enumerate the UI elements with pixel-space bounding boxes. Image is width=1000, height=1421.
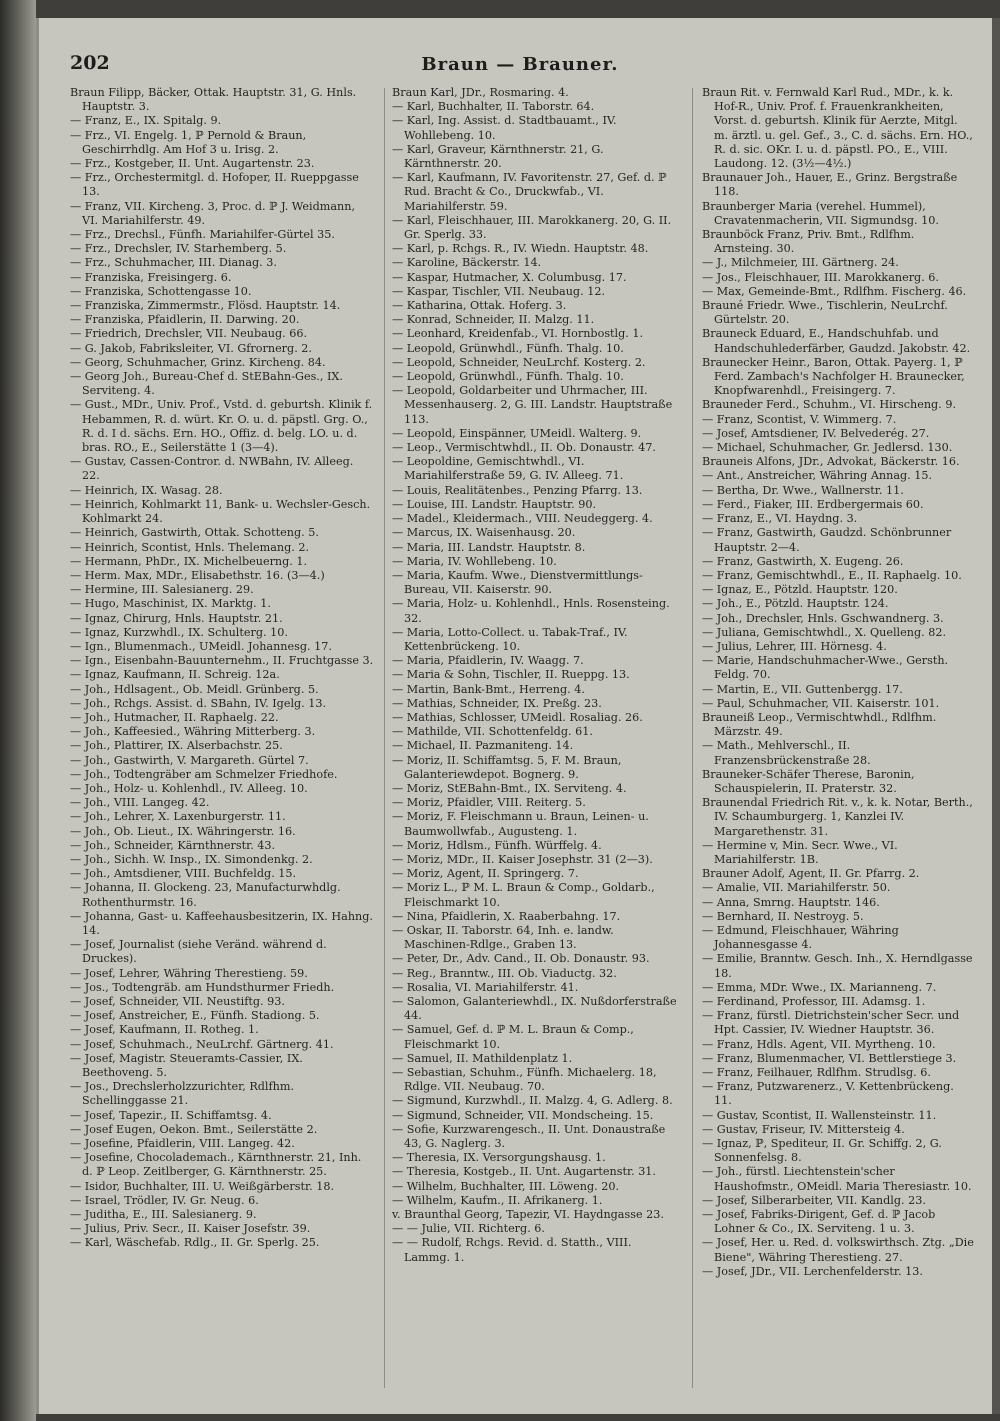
directory-entry: — Joh., Lehrer, X. Laxenburgerstr. 11.	[70, 810, 286, 824]
directory-entry: — Karl, Fleischhauer, III. Marokkanerg. 20, G. II. Gr. Sperlg. 33.	[392, 213, 672, 242]
directory-entry: — Moriz, StEBahn-Bmt., IX. Serviteng. 4.	[392, 781, 627, 795]
directory-entry: — Maria, Kaufm. Wwe., Dienstvermittlungs-Bureau, VII. Kaiserstr. 90.	[392, 568, 643, 597]
directory-entry: — Karl, Kaufmann, IV. Favoritenstr. 27, Gef. d. ℙ Rud. Bracht & Co., Druckwfab., VI. Mariahilferstr. 59.	[392, 171, 667, 213]
directory-entry: — Moriz, II. Schiffamtsg. 5, F. M. Braun, Galanteriewdepot. Bognerg. 9.	[392, 753, 622, 781]
directory-entry: — Josef, Silberarbeiter, VII. Kandlg. 23.	[702, 1193, 926, 1207]
directory-entry: — Reg., Branntw., III. Ob. Viaductg. 32.	[392, 966, 617, 980]
directory-entry: — Kaspar, Hutmacher, X. Columbusg. 17.	[392, 270, 627, 284]
directory-entry: — Jos., Fleischhauer, III. Marokkanerg. 6.	[702, 270, 939, 284]
running-header: Braun — Brauner.	[421, 54, 619, 75]
directory-entry: — Salomon, Galanteriewhdl., IX. Nußdorferstraße 44.	[392, 995, 677, 1023]
directory-entry: — Heinrich, Kohlmarkt 11, Bank- u. Wechsler-Gesch. Kohlmarkt 24.	[70, 497, 371, 526]
directory-entry: — Franz, Hdls. Agent, VII. Myrtheng. 10.	[702, 1037, 936, 1051]
directory-entry: Brauneder Ferd., Schuhm., VI. Hirscheng. 9.	[702, 398, 957, 412]
directory-entry: — Wilhelm, Buchhalter, III. Löweng. 20.	[392, 1179, 620, 1193]
directory-entry: — Joh., Gastwirth, V. Margareth. Gürtel 7.	[70, 753, 309, 767]
directory-entry: — Frz., Schuhmacher, III. Dianag. 3.	[70, 256, 277, 270]
directory-entry: — Math., Mehlverschl., II. Franzensbrückenstraße 28.	[702, 739, 871, 767]
directory-entry: — Israel, Trödler, IV. Gr. Neug. 6.	[70, 1193, 259, 1207]
directory-entry: — Moriz, Pfaidler, VIII. Reiterg. 5.	[392, 796, 586, 810]
directory-entry: — Franziska, Zimmermstr., Flösd. Hauptstr. 14.	[70, 299, 341, 313]
directory-entry: — Moriz, Agent, II. Springerg. 7.	[392, 867, 579, 881]
directory-entry: — Josefine, Pfaidlerin, VIII. Langeg. 42.	[70, 1137, 295, 1151]
directory-entry: — Josef, Lehrer, Währing Therestieng. 59.	[70, 966, 308, 980]
directory-entry: — Josef, Schneider, VII. Neustiftg. 93.	[70, 995, 285, 1008]
directory-entry: — Theresia, IX. Versorgungshausg. 1.	[392, 1151, 606, 1165]
directory-entry: — Hermine v, Min. Secr. Wwe., VI. Mariahilferstr. 1B.	[702, 838, 898, 866]
directory-entry: — Georg Joh., Bureau-Chef d. StEBahn-Ges., IX. Serviteng. 4.	[70, 370, 343, 398]
directory-entry: — Joh., VIII. Langeg. 42.	[70, 796, 210, 810]
directory-entry: — Hermine, III. Salesianerg. 29.	[70, 583, 254, 597]
directory-entry: — Max, Gemeinde-Bmt., Rdlfhm. Fischerg. 46.	[702, 284, 967, 298]
directory-entry: — Ignaz, E., Pötzld. Hauptstr. 120.	[702, 583, 898, 597]
directory-entry: Braun Rit. v. Fernwald Karl Rud., MDr., k. k. Hof-R., Univ. Prof. f. Frauenkrankheiten, Vorst. d. geburtsh. Klinik für Aerzte, Mitgl. m. ärztl. u. gel. Gef., 3., C. d. sächs. Ern. HO., R. d. sic. OKr. I. u. d. päpstl. PO., E., VIII. Laudong. 12. (3½—4½.)	[702, 86, 973, 171]
directory-entry: — Franz, Feilhauer, Rdlfhm. Strudlsg. 6.	[702, 1066, 931, 1080]
directory-entry: — Josef, Magistr. Steueramts-Cassier, IX. Beethoveng. 5.	[70, 1051, 303, 1080]
directory-entry: — Juliana, Gemischtwhdl., X. Quelleng. 82.	[702, 625, 947, 639]
directory-entry: Braun Filipp, Bäcker, Ottak. Hauptstr. 31, G. Hnls. Hauptstr. 3.	[70, 86, 357, 114]
directory-entry: — Ignaz, Kaufmann, II. Schreig. 12a.	[70, 668, 280, 682]
directory-entry: — Hugo, Maschinist, IX. Marktg. 1.	[70, 597, 271, 611]
directory-entry: — Heinrich, Gastwirth, Ottak. Schotteng. 5.	[70, 526, 319, 540]
directory-entry: — Ferd., Fiaker, III. Erdbergermais 60.	[702, 497, 924, 511]
directory-entry: — Josef, Schuhmach., NeuLrchf. Gärtnerg. 41.	[70, 1037, 334, 1051]
directory-entry: Braunberger Maria (verehel. Hummel), Cravatenmacherin, VII. Sigmundsg. 10.	[702, 199, 939, 227]
directory-entry: — Johanna, II. Glockeng. 23, Manufacturwhdlg. Rothenthurmstr. 16.	[70, 881, 341, 909]
directory-entry: — Sebastian, Schuhm., Fünfh. Michaelerg. 18, Rdlge. VII. Neubaug. 70.	[392, 1066, 657, 1094]
directory-entry: — Julius, Lehrer, III. Hörnesg. 4.	[702, 639, 887, 653]
directory-entry: — Anna, Smrng. Hauptstr. 146.	[702, 895, 880, 909]
directory-entry: — Madel., Kleidermach., VIII. Neudeggerg. 4.	[392, 512, 653, 526]
directory-entry: — Herm. Max, MDr., Elisabethstr. 16. (3—4.)	[70, 568, 325, 582]
directory-entry: — Nina, Pfaidlerin, X. Raaberbahng. 17.	[392, 909, 621, 923]
directory-entry: — Karl, p. Rchgs. R., IV. Wiedn. Hauptstr. 48.	[392, 242, 649, 256]
directory-entry: — Moriz, F. Fleischmann u. Braun, Leinen- u. Baumwollwfab., Augusteng. 1.	[392, 810, 649, 838]
directory-entry: — Josef, Kaufmann, II. Rotheg. 1.	[70, 1023, 259, 1037]
directory-entry: — Emilie, Branntw. Gesch. Inh., X. Herndlgasse 18.	[702, 952, 973, 980]
directory-entry: — Karl, Wäschefab. Rdlg., II. Gr. Sperlg. 25.	[70, 1236, 320, 1250]
directory-entry: — Sigmund, Kurzwhdl., II. Malzg. 4, G. Adlerg. 8.	[392, 1094, 673, 1108]
directory-entry: — Leopold, Schneider, NeuLrchf. Kosterg. 2.	[392, 355, 646, 369]
directory-entry: — Karoline, Bäckerstr. 14.	[392, 256, 542, 270]
directory-entry: — Franziska, Freisingerg. 6.	[70, 270, 232, 284]
directory-entry: — Ant., Anstreicher, Währing Annag. 15.	[702, 469, 933, 483]
directory-entry: — Wilhelm, Kaufm., II. Afrikanerg. 1.	[392, 1193, 603, 1207]
directory-entry: — Julius, Priv. Secr., II. Kaiser Josefstr. 39.	[70, 1222, 311, 1236]
directory-entry: — Oskar, II. Taborstr. 64, Inh. e. landw. Maschinen-Rdlge., Graben 13.	[392, 923, 614, 952]
directory-entry: — Joh., Drechsler, Hnls. Gschwandnerg. 3.	[702, 611, 944, 625]
directory-entry: — Leop., Vermischtwhdl., II. Ob. Donaustr. 47.	[392, 441, 656, 455]
directory-entry: — Mathilde, VII. Schottenfeldg. 61.	[392, 725, 593, 739]
directory-entry: — Samuel, II. Mathildenplatz 1.	[392, 1051, 573, 1065]
directory-entry: — Josef Eugen, Oekon. Bmt., Seilerstätte 2.	[70, 1122, 318, 1136]
directory-entry: — Sigmund, Schneider, VII. Mondscheing. 15.	[392, 1108, 654, 1122]
directory-entry: — Hermann, PhDr., IX. Michelbeuerng. 1.	[70, 554, 308, 568]
directory-entry: — Ignaz, ℙ, Spediteur, II. Gr. Schiffg. 2, G. Sonnenfelsg. 8.	[702, 1137, 942, 1165]
directory-entry: — Franz, Blumenmacher, VI. Bettlerstiege 3.	[702, 1051, 957, 1065]
column-rule	[384, 88, 385, 1388]
directory-entry: — Georg, Schuhmacher, Grinz. Kircheng. 84.	[70, 355, 326, 369]
column-rule	[692, 88, 693, 1388]
directory-entry: — Ign., Eisenbahn-Bauunternehm., II. Fruchtgasse 3.	[70, 654, 374, 668]
directory-entry: — Franz, fürstl. Dietrichstein'scher Secr. und Hpt. Cassier, IV. Wiedner Hauptstr. 36.	[702, 1009, 960, 1037]
directory-entry: — Franz, Scontist, V. Wimmerg. 7.	[702, 412, 897, 426]
directory-entry: — Moriz L., ℙ M. L. Braun & Comp., Goldarb., Fleischmarkt 10.	[392, 881, 655, 909]
directory-entry: — Marie, Handschuhmacher-Wwe., Gersth. Feldg. 70.	[702, 654, 949, 682]
directory-entry: — Josef, Fabriks-Dirigent, Gef. d. ℙ Jacob Lohner & Co., IX. Serviteng. 1 u. 3.	[702, 1208, 936, 1236]
directory-entry: — — Julie, VII. Richterg. 6.	[392, 1222, 545, 1236]
directory-entry: Brauneis Alfons, JDr., Advokat, Bäckerstr. 16.	[702, 455, 960, 469]
directory-entry: — Karl, Buchhalter, II. Taborstr. 64.	[392, 100, 595, 114]
directory-entry: — Franziska, Schottengasse 10.	[70, 284, 252, 298]
directory-entry: — Amalie, VII. Mariahilferstr. 50.	[702, 881, 891, 895]
directory-entry: — Maria & Sohn, Tischler, II. Rueppg. 13.	[392, 668, 630, 682]
directory-entry: — Maria, III. Landstr. Hauptstr. 8.	[392, 540, 586, 554]
directory-entry: — Mathias, Schneider, IX. Preßg. 23.	[392, 696, 602, 710]
directory-entry: — Rosalia, VI. Mariahilferstr. 41.	[392, 980, 579, 994]
directory-entry: Braunendal Friedrich Rit. v., k. k. Notar, Berth., IV. Schaumburgerg. 1, Kanzlei IV. Margarethenstr. 31.	[702, 796, 973, 838]
directory-entry: — Jos., Drechslerholzzurichter, Rdlfhm. Schellinggasse 21.	[70, 1080, 294, 1108]
directory-entry: — Martin, Bank-Bmt., Herreng. 4.	[392, 682, 585, 696]
directory-entry: — Frz., Drechsler, IV. Starhemberg. 5.	[70, 242, 287, 256]
directory-entry: — Mathias, Schlosser, UMeidl. Rosaliag. 26.	[392, 710, 643, 724]
directory-entry: — Edmund, Fleischhauer, Währing Johannesgasse 4.	[702, 923, 899, 952]
directory-entry: — Franz, Putzwarenerz., V. Kettenbrückeng. 11.	[702, 1080, 954, 1108]
directory-entry: — Frz., Orchestermitgl. d. Hofoper, II. Rueppgasse 13.	[70, 171, 359, 199]
directory-entry: — Friedrich, Drechsler, VII. Neubaug. 66.	[70, 327, 308, 341]
directory-entry: Brauneker-Schäfer Therese, Baronin, Schauspielerin, II. Praterstr. 32.	[702, 767, 915, 795]
directory-entry: — Josef, Journalist (siehe Veränd. während d. Druckes).	[70, 938, 327, 966]
directory-entry: — Bernhard, II. Nestroyg. 5.	[702, 909, 864, 923]
directory-entry: — Gust., MDr., Univ. Prof., Vstd. d. geburtsh. Klinik f. Hebammen, R. d. würt. Kr. O. u. d. päpstl. Grg. O., R. d. I d. sächs. Ern. HO., Offiz. d. belg. LO. u. d. bras. RO., E., Seilerstätte 1 (3—4).	[70, 398, 373, 455]
page-number: 202	[70, 52, 110, 74]
directory-entry: — Ignaz, Chirurg, Hnls. Hauptstr. 21.	[70, 611, 283, 625]
directory-entry: — Michael, Schuhmacher, Gr. Jedlersd. 130.	[702, 441, 953, 455]
directory-entry: Brauné Friedr. Wwe., Tischlerin, NeuLrchf. Gürtelstr. 20.	[702, 299, 948, 327]
directory-entry: — Heinrich, Scontist, Hnls. Thelemang. 2.	[70, 540, 310, 554]
directory-entry: — Heinrich, IX. Wasag. 28.	[70, 483, 223, 497]
directory-entry: — J., Milchmeier, III. Gärtnerg. 24.	[702, 256, 899, 270]
directory-entry: — Joh., E., Pötzld. Hauptstr. 124.	[702, 597, 889, 611]
directory-entry: — Leonhard, Kreidenfab., VI. Hornbostlg. 1.	[392, 327, 644, 341]
directory-entry: — Maria, IV. Wohllebeng. 10.	[392, 554, 557, 568]
directory-entry: — Martin, E., VII. Guttenbergg. 17.	[702, 682, 903, 696]
directory-entry: — Bertha, Dr. Wwe., Wallnerstr. 11.	[702, 483, 904, 497]
directory-entry: — Samuel, Gef. d. ℙ M. L. Braun & Comp., Fleischmarkt 10.	[392, 1023, 634, 1051]
directory-entry: — Franz, Gastwirth, Gaudzd. Schönbrunner Hauptstr. 2—4.	[702, 526, 952, 554]
directory-entry: — Josef, Tapezir., II. Schiffamtsg. 4.	[70, 1108, 272, 1122]
directory-entry: — Joh., Schneider, Kärnthnerstr. 43.	[70, 838, 276, 852]
directory-entry: — Frz., VI. Engelg. 1, ℙ Pernold & Braun, Geschirrhdlg. Am Hof 3 u. Irisg. 2.	[70, 128, 307, 156]
directory-entry: — Louis, Realitätenbes., Penzing Pfarrg. 13.	[392, 483, 643, 497]
directory-entry: — Josef, JDr., VII. Lerchenfelderstr. 13.	[702, 1264, 923, 1278]
directory-entry: v. Braunthal Georg, Tapezir, VI. Haydngasse 23.	[392, 1208, 664, 1222]
directory-entry: Braun Karl, JDr., Rosmaring. 4.	[392, 86, 569, 99]
directory-entry: — Franz, E., IX. Spitalg. 9.	[70, 114, 222, 128]
directory-entry: — Peter, Dr., Adv. Cand., II. Ob. Donaustr. 93.	[392, 952, 650, 966]
directory-entry: — G. Jakob, Fabriksleiter, VI. Gfrornerg. 2.	[70, 341, 312, 355]
directory-entry: — Joh., Hutmacher, II. Raphaelg. 22.	[70, 710, 279, 724]
directory-entry: — Joh., Plattirer, IX. Alserbachstr. 25.	[70, 739, 283, 753]
directory-entry: Brauneiß Leop., Vermischtwhdl., Rdlfhm. Märzstr. 49.	[702, 710, 937, 739]
column-2	[392, 86, 680, 1392]
directory-entry: Brauner Adolf, Agent, II. Gr. Pfarrg. 2.	[702, 867, 920, 881]
directory-entry: Braunauer Joh., Hauer, E., Grinz. Bergstraße 118.	[702, 171, 958, 199]
directory-entry: — Leopold, Grünwhdl., Fünfh. Thalg. 10.	[392, 370, 624, 384]
directory-entry: — Katharina, Ottak. Hoferg. 3.	[392, 299, 567, 313]
directory-entry: — Michael, II. Pazmaniteng. 14.	[392, 739, 574, 753]
directory-entry: — Ign., Blumenmach., UMeidl. Johannesg. 17.	[70, 639, 332, 653]
directory-entry: — Marcus, IX. Waisenhausg. 20.	[392, 526, 576, 540]
directory-entry: — Joh., Amtsdiener, VIII. Buchfeldg. 15.	[70, 867, 297, 881]
directory-entry: — Joh., fürstl. Liechtenstein'scher Haushofmstr., OMeidl. Maria Theresiastr. 10.	[702, 1165, 972, 1193]
directory-entry: — Konrad, Schneider, II. Malzg. 11.	[392, 313, 595, 327]
directory-entry: — Leopoldine, Gemischtwhdl., VI. Mariahilferstraße 59, G. IV. Alleeg. 71.	[392, 455, 624, 483]
directory-entry: — Frz., Kostgeber, II. Unt. Augartenstr. 23.	[70, 157, 315, 171]
column-1	[70, 86, 374, 1392]
directory-entry: — Maria, Lotto-Collect. u. Tabak-Traf., IV. Kettenbrückeng. 10.	[392, 625, 628, 653]
directory-entry: — Isidor, Buchhalter, III. U. Weißgärberstr. 18.	[70, 1179, 335, 1193]
directory-entry: — Jos., Todtengräb. am Hundsthurmer Friedh.	[70, 980, 335, 994]
directory-entry: Braunböck Franz, Priv. Bmt., Rdlfhm. Arnsteing. 30.	[702, 228, 915, 256]
column-3	[702, 86, 974, 1392]
directory-entry: — Joh., Todtengräber am Schmelzer Friedhofe.	[70, 767, 338, 781]
directory-entry: — Joh., Hdlsagent., Ob. Meidl. Grünberg. 5.	[70, 682, 319, 696]
directory-entry: — Josefine, Chocolademach., Kärnthnerstr. 21, Inh. d. ℙ Leop. Zeitlberger, G. Kärnthnerstr. 25.	[70, 1151, 362, 1179]
directory-entry: — Karl, Ing. Assist. d. Stadtbauamt., IV. Wohllebeng. 10.	[392, 114, 617, 142]
directory-entry: — Maria, Holz- u. Kohlenhdl., Hnls. Rosensteing. 32.	[392, 597, 670, 625]
directory-entry: Brauneck Eduard, E., Handschuhfab. und Handschuhlederfärber, Gaudzd. Jakobstr. 42.	[702, 327, 971, 355]
directory-entry: — Kaspar, Tischler, VII. Neubaug. 12.	[392, 284, 606, 298]
directory-entry: — Leopold, Einspänner, UMeidl. Walterg. 9.	[392, 426, 642, 440]
directory-entry: — Josef, Her. u. Red. d. volkswirthsch. Ztg. „Die Biene", Währing Therestieng. 27.	[702, 1236, 974, 1264]
directory-entry: — Gustav, Cassen-Contror. d. NWBahn, IV. Alleeg. 22.	[70, 455, 354, 483]
directory-entry: — Franz, Gastwirth, X. Eugeng. 26.	[702, 554, 904, 568]
directory-entry: — Leopold, Goldarbeiter und Uhrmacher, III. Messenhauserg. 2, G. III. Landstr. Hauptstraße 113.	[392, 384, 673, 426]
directory-entry: — Moriz, Hdlsm., Fünfh. Würffelg. 4.	[392, 838, 602, 852]
directory-entry: — Frz., Drechsl., Fünfh. Mariahilfer-Gürtel 35.	[70, 228, 335, 242]
directory-entry: — Franziska, Pfaidlerin, II. Darwing. 20.	[70, 313, 300, 327]
directory-entry: — Theresia, Kostgeb., II. Unt. Augartenstr. 31.	[392, 1165, 656, 1179]
directory-entry: — Joh., Rchgs. Assist. d. SBahn, IV. Igelg. 13.	[70, 696, 327, 710]
directory-entry: — Josef, Anstreicher, E., Fünfh. Stadiong. 5.	[70, 1009, 320, 1023]
directory-entry: — Paul, Schuhmacher, VII. Kaiserstr. 101.	[702, 696, 940, 710]
directory-entry: — Leopold, Grünwhdl., Fünfh. Thalg. 10.	[392, 341, 624, 355]
directory-entry: — Juditha, E., III. Salesianerg. 9.	[70, 1208, 257, 1222]
directory-entry: — Sofie, Kurzwarengesch., II. Unt. Donaustraße 43, G. Naglerg. 3.	[392, 1122, 666, 1151]
directory-entry: — Emma, MDr. Wwe., IX. Marianneng. 7.	[702, 980, 937, 994]
directory-entry: — Ferdinand, Professor, III. Adamsg. 1.	[702, 995, 926, 1008]
book-spine	[0, 0, 36, 1421]
directory-entry: — Joh., Holz- u. Kohlenhdl., IV. Alleeg. 10.	[70, 781, 308, 795]
directory-entry: — Karl, Graveur, Kärnthnerstr. 21, G. Kärnthnerstr. 20.	[392, 142, 604, 171]
directory-entry: — Maria, Pfaidlerin, IV. Waagg. 7.	[392, 654, 584, 668]
directory-entry: — Louise, III. Landstr. Hauptstr. 90.	[392, 497, 597, 511]
directory-entry: — — Rudolf, Rchgs. Revid. d. Statth., VIII. Lammg. 1.	[392, 1236, 632, 1264]
directory-entry: — Franz, VII. Kircheng. 3, Proc. d. ℙ J. Weidmann, VI. Mariahilferstr. 49.	[70, 199, 356, 227]
directory-entry: — Gustav, Scontist, II. Wallensteinstr. 11.	[702, 1108, 937, 1122]
directory-entry: Braunecker Heinr., Baron, Ottak. Payerg. 1, ℙ Ferd. Zambach's Nachfolger H. Braunecker, Knopfwarenhdl., Freisingerg. 7.	[702, 355, 965, 398]
directory-entry: — Franz, Gemischtwhdl., E., II. Raphaelg. 10.	[702, 568, 962, 582]
directory-entry: — Gustav, Friseur, IV. Mittersteig 4.	[702, 1122, 905, 1136]
directory-entry: — Joh., Sichh. W. Insp., IX. Simondenkg. 2.	[70, 852, 313, 866]
directory-entry: — Moriz, MDr., II. Kaiser Josephstr. 31 (2—3).	[392, 852, 653, 866]
directory-entry: — Joh., Kaffeesied., Währing Mitterberg. 3.	[70, 725, 316, 739]
directory-entry: — Josef, Amtsdiener, IV. Belvederég. 27.	[702, 426, 930, 440]
directory-entry: — Joh., Ob. Lieut., IX. Währingerstr. 16.	[70, 824, 296, 838]
directory-entry: — Johanna, Gast- u. Kaffeehausbesitzerin, IX. Hahng. 14.	[70, 909, 373, 937]
directory-entry: — Franz, E., VI. Haydng. 3.	[702, 512, 858, 526]
directory-entry: — Ignaz, Kurzwhdl., IX. Schulterg. 10.	[70, 625, 288, 639]
page-edge	[992, 18, 1000, 1414]
